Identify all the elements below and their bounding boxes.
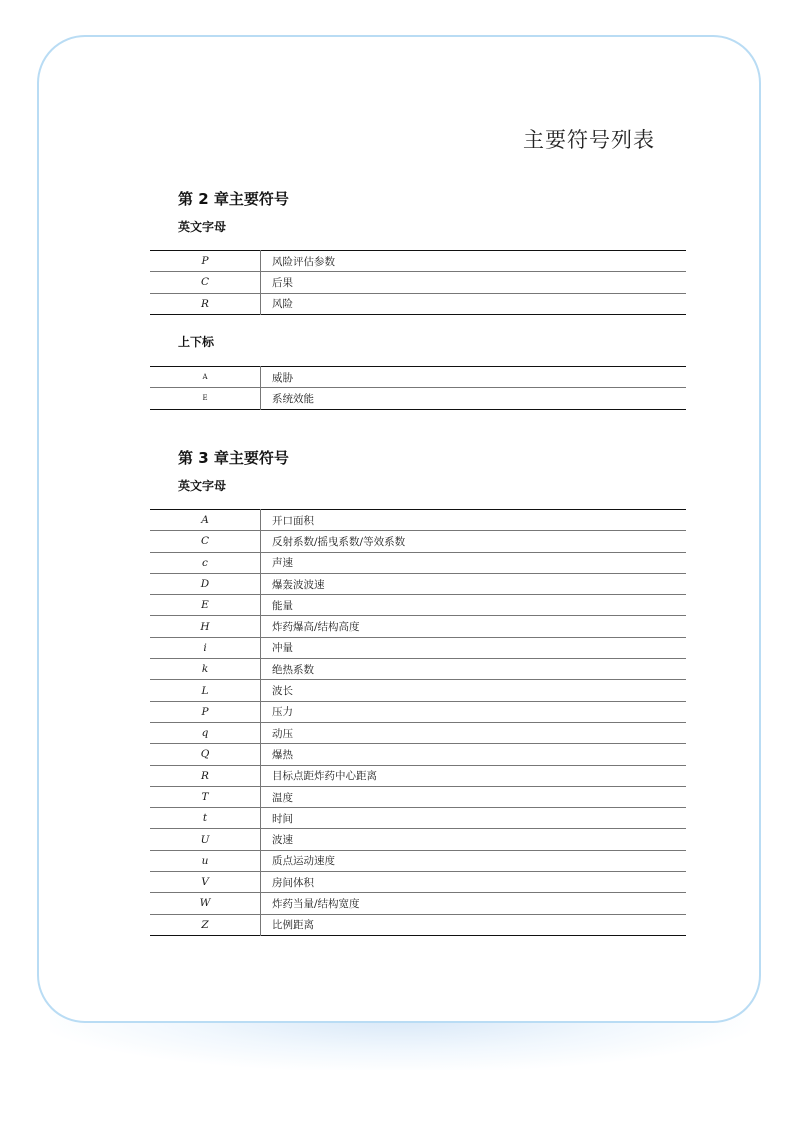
table-row: [150, 272, 686, 293]
symbol-cell: R: [150, 293, 261, 314]
meaning-cell: 房间体积: [261, 872, 687, 893]
table-row: [150, 595, 686, 616]
symbol-cell: A: [150, 510, 261, 531]
meaning-cell: 冲量: [261, 637, 687, 658]
meaning-cell: 爆轰波波速: [261, 573, 687, 594]
symbol-cell: A: [150, 367, 261, 388]
chapter-2-english-table: [150, 250, 686, 315]
symbol-cell: t: [150, 808, 261, 829]
meaning-cell: 时间: [261, 808, 687, 829]
table-row: [150, 829, 686, 850]
table-row: [150, 388, 686, 409]
table-row: [150, 637, 686, 658]
chapter-2-heading: 第 2 章主要符号: [178, 190, 289, 208]
table-row: [150, 616, 686, 637]
meaning-cell: 开口面积: [261, 510, 687, 531]
meaning-cell: 声速: [261, 552, 687, 573]
page-title: 主要符号列表: [523, 128, 655, 152]
chapter-3-english-heading: 英文字母: [178, 479, 227, 493]
table-row: [150, 367, 686, 388]
symbol-cell: Q: [150, 744, 261, 765]
table-row: [150, 510, 686, 531]
chapter-2-english-heading: 英文字母: [178, 220, 227, 234]
symbol-cell: D: [150, 573, 261, 594]
table-row: [150, 893, 686, 914]
table-row: [150, 251, 686, 272]
table-row: [150, 744, 686, 765]
meaning-cell: 绝热系数: [261, 659, 687, 680]
meaning-cell: 风险: [272, 298, 293, 311]
symbol-cell: c: [150, 552, 261, 573]
table-row: [150, 293, 686, 314]
table-row: [150, 914, 686, 935]
symbol-cell: k: [150, 659, 261, 680]
table-row: [150, 531, 686, 552]
table-row: [150, 765, 686, 786]
meaning-cell: 能量: [261, 595, 687, 616]
chapter-2-subscript-table: [150, 366, 686, 410]
symbol-cell: R: [150, 765, 261, 786]
symbol-cell: W: [150, 893, 261, 914]
chapter-2-subscript-heading: 上下标: [178, 335, 215, 349]
meaning-cell: 波长: [261, 680, 687, 701]
table-row: [150, 786, 686, 807]
table-row: [150, 552, 686, 573]
symbol-cell: E: [150, 595, 261, 616]
meaning-cell: 温度: [261, 786, 687, 807]
table-row: [150, 573, 686, 594]
meaning-cell: 炸药当量/结构宽度: [261, 893, 687, 914]
meaning-cell: 动压: [261, 722, 687, 743]
symbol-cell: q: [150, 722, 261, 743]
table-row: [150, 701, 686, 722]
symbol-cell: i: [150, 637, 261, 658]
symbol-cell: H: [150, 616, 261, 637]
meaning-cell: 系统效能: [272, 392, 314, 405]
table-row: [150, 850, 686, 871]
symbol-cell: P: [150, 251, 261, 272]
meaning-cell: 目标点距炸药中心距离: [261, 765, 687, 786]
symbol-cell: E: [150, 388, 261, 409]
symbol-cell: u: [150, 850, 261, 871]
meaning-cell: 压力: [261, 701, 687, 722]
table-row: [150, 872, 686, 893]
meaning-cell: 比例距离: [272, 919, 314, 932]
table-row: [150, 659, 686, 680]
chapter-3-english-table: [150, 509, 686, 936]
symbol-cell: C: [150, 272, 261, 293]
symbol-cell: L: [150, 680, 261, 701]
symbol-cell: Z: [150, 914, 261, 935]
symbol-cell: P: [150, 701, 261, 722]
symbol-cell: C: [150, 531, 261, 552]
chapter-3-heading: 第 3 章主要符号: [178, 449, 289, 467]
table-row: [150, 722, 686, 743]
symbol-cell: U: [150, 829, 261, 850]
symbol-cell: V: [150, 872, 261, 893]
meaning-cell: 炸药爆高/结构高度: [261, 616, 687, 637]
meaning-cell: 爆热: [261, 744, 687, 765]
meaning-cell: 风险评估参数: [261, 251, 687, 272]
meaning-cell: 波速: [261, 829, 687, 850]
table-row: [150, 680, 686, 701]
table-row: [150, 808, 686, 829]
meaning-cell: 反射系数/摇曳系数/等效系数: [261, 531, 687, 552]
symbol-cell: T: [150, 786, 261, 807]
meaning-cell: 后果: [261, 272, 687, 293]
meaning-cell: 质点运动速度: [261, 850, 687, 871]
meaning-cell: 威胁: [261, 367, 687, 388]
